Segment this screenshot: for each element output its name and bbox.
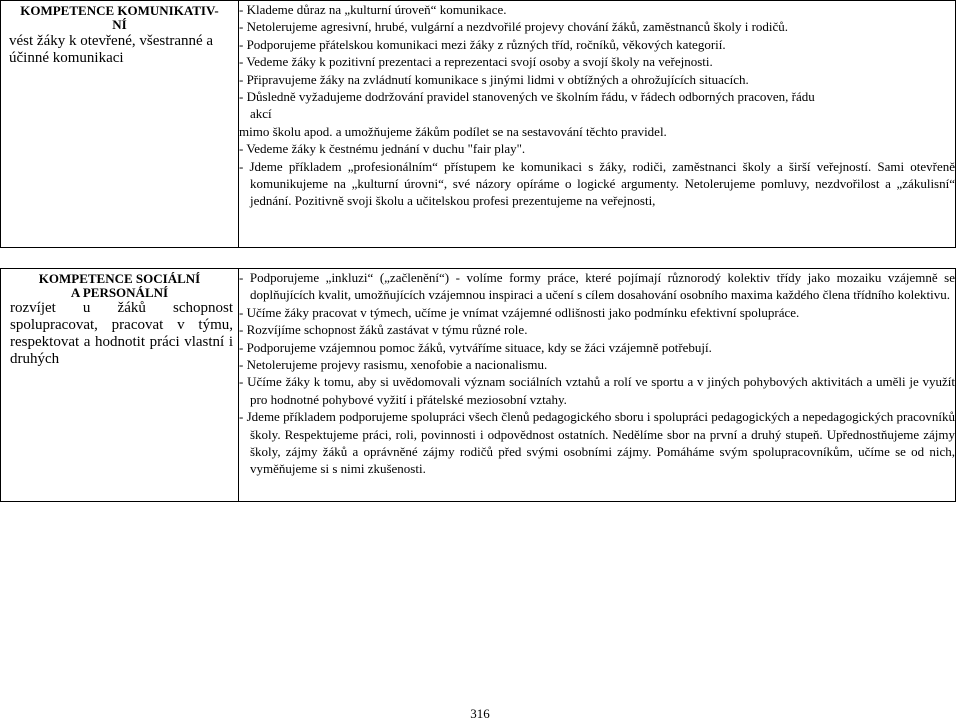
competence-title [1, 269, 238, 300]
list-item: - Vedeme žáky k pozitivní prezentaci a reprezentaci svojí osoby a svojí školy na veřejnosti. [239, 54, 713, 70]
competence-table-communication [0, 0, 956, 248]
competence-goal: vést žáky k otevřené, všestranné a účinné komunikaci [9, 33, 214, 66]
competence-title-line: KOMPETENCE KOMUNIKATIV- [20, 3, 219, 18]
competence-title [1, 1, 238, 32]
table-row [1, 1, 956, 248]
list-item: - Podporujeme vzájemnou pomoc žáků, vytváříme situace, kdy se žáci vzájemně potřebují. [239, 339, 712, 355]
competence-title-line: A PERSONÁLNÍ [70, 285, 169, 300]
list-item: - Klademe důraz na „kulturní úroveň“ komunikace. [239, 2, 507, 17]
list-item: - Podporujeme „inkluzi“ („začlenění“) - volíme formy práce, které pojímají různorodý kolektiv třídy jako mozaiku vzájemně se doplňujících kvalit, umožňujících vzájemnou inspiraci a učení s cílem dosahování osobního maxima každého člena třídního kolektivu. [239, 270, 955, 303]
list-item: - Podporujeme přátelskou komunikaci mezi žáky z různých tříd, ročníků, věkových kategorií. [239, 36, 726, 52]
list-item: - Jdeme příkladem podporujeme spolupráci všech členů pedagogického sboru i spolupráci pedagogických a nepedagogických pracovníků školy. Respektujeme práci, roli, povinnosti i odpovědnost ostatních. Nedělíme sbor na první a druhý stupeň. Upřednostňujeme zájmy školy, zájmy žáků a oprávněné zájmy rodičů před svými osobními zájmy. Pomáháme svým spolupracovníkům, učíme se od nich, vyměňujeme si s nimi zkušenosti. [239, 409, 955, 477]
competence-measures-cell [239, 1, 956, 248]
list-item: - Jdeme příkladem „profesionálním“ přístupem ke komunikaci s žáky, rodiči, zaměstnanci školy a širší veřejností. Sami otevřeně komunikujeme na „kulturní úrovni“, své názory opíráme o logické argumenty. Netolerujeme pomluvy, nezdvořilost a „zákulisní“ jednání. Pozitivně svoji školu a učitelskou profesi prezentujeme na veřejnosti, [239, 158, 955, 209]
competence-title-line: NÍ [112, 17, 127, 32]
list-item: - Netolerujeme projevy rasismu, xenofobie a nacionalismu. [239, 357, 548, 373]
list-item: mimo školu apod. a umožňujeme žákům podílet se na sestavování těchto pravidel. [239, 123, 667, 139]
list-item: - Učíme žáky k tomu, aby si uvědomovali význam sociálních vztahů a rolí ve sportu a v jiných pohybových aktivitách a uměli je využít pro hodnotné pohybové vyžití i přátelské meziosobní vztahy. [239, 374, 955, 407]
table-row [1, 269, 956, 502]
list-item: - Učíme žáky pracovat v týmech, učíme je vnímat vzájemné odlišnosti jako podmínku efektivní spolupráce. [239, 304, 800, 320]
list-item: - Vedeme žáky k čestnému jednání v duchu "fair play". [239, 141, 526, 157]
competence-goal: rozvíjet u žáků schopnost spolupracovat, pracovat v týmu, respektovat a hodnotit práci vlastní i druhých [10, 300, 233, 367]
list-item: - Důsledně vyžadujeme dodržování pravidel stanovených ve školním řádu, v řádech odborných pracoven, řádu [239, 89, 815, 105]
list-item: - Připravujeme žáky na zvládnutí komunikace s jinými lidmi v obtížných a ohrožujících situacích. [239, 71, 749, 87]
list-item: akcí [250, 106, 272, 122]
competence-measures-cell [239, 269, 956, 502]
list-item: - Rozvíjíme schopnost žáků zastávat v týmu různé role. [239, 322, 528, 338]
competence-title-line: KOMPETENCE SOCIÁLNÍ [38, 271, 201, 286]
competence-table-social [0, 268, 956, 502]
page-number: 316 [470, 706, 490, 721]
competence-heading-cell [1, 1, 239, 248]
competence-heading-cell [1, 269, 239, 502]
list-item: - Netolerujeme agresivní, hrubé, vulgární a nezdvořilé projevy chování žáků, zaměstnanců školy i rodičů. [239, 19, 789, 35]
